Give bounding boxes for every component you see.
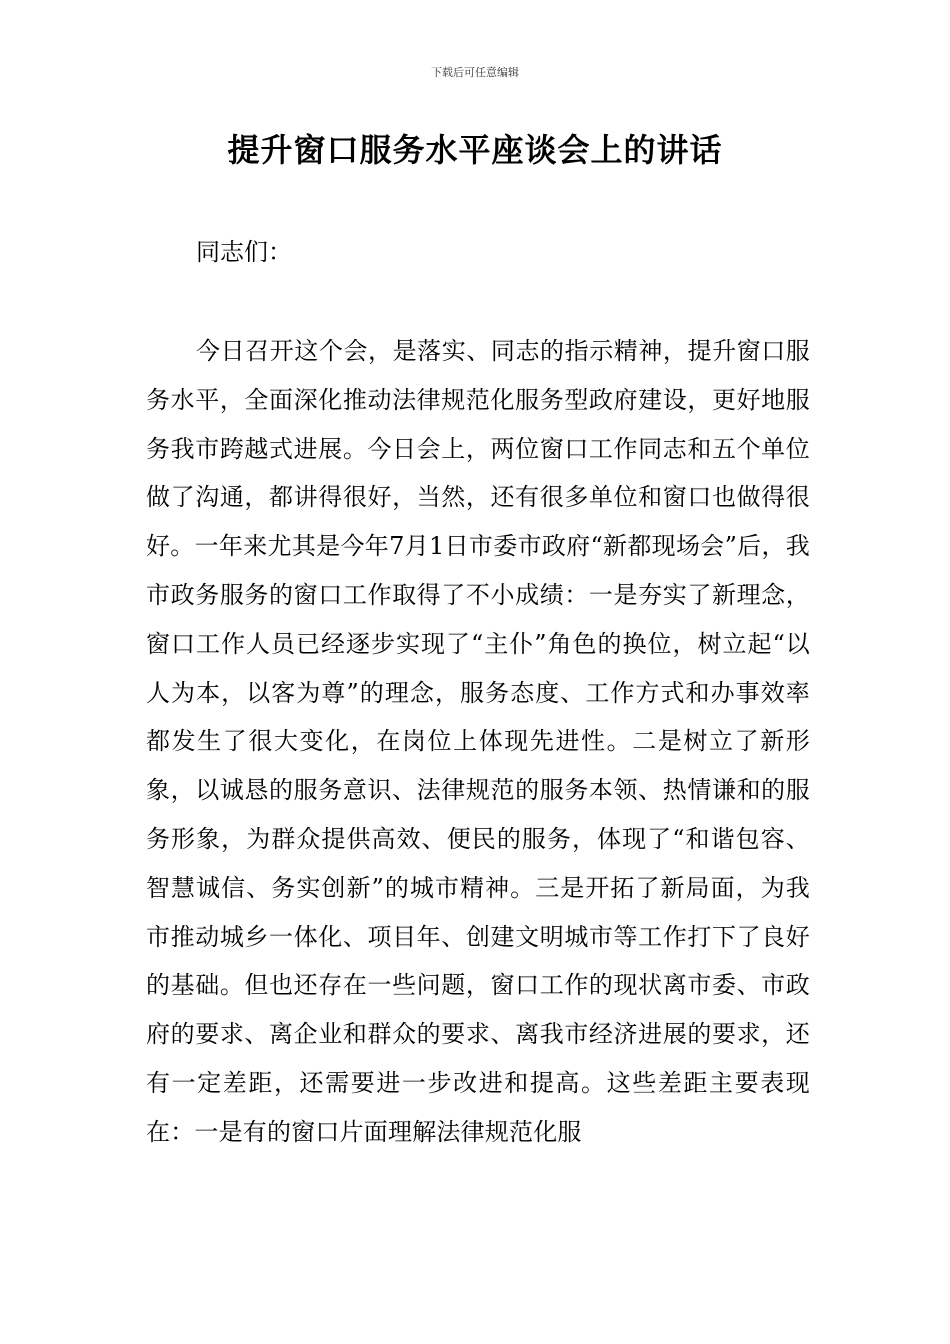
header-note: 下载后可任意编辑 <box>431 66 519 79</box>
body-paragraph: 今日召开这个会，是落实、同志的指示精神，提升窗口服务水平，全面深化推动法律规范化服务型政府建设，更好地服务我市跨越式进展。今日会上，两位窗口工作同志和五个单位做了沟通，都讲得很好，当然，还有很多单位和窗口也做得很好。一年来尤其是今年7月1日市委市政府“新都现场会”后，我市政务服务的窗口工作取得了不小成绩：一是夯实了新理念，窗口工作人员已经逐步实现了“主仆”角色的换位，树立起“以人为本，以客为尊”的理念，服务态度、工作方式和办事效率都发生了很大变化，在岗位上体现先进性。二是树立了新形象，以诚恳的服务意识、法律规范的服务本领、热情谦和的服务形象，为群众提供高效、便民的服务，体现了“和谐包容、智慧诚信、务实创新”的城市精神。三是开拓了新局面，为我市推动城乡一体化、项目年、创建文明城市等工作打下了良好的基础。但也还存在一些问题，窗口工作的现状离市委、市政府的要求、离企业和群众的要求、离我市经济进展的要求，还有一定差距，还需要进一步改进和提高。这些差距主要表现在：一是有的窗口片面理解法律规范化服 <box>146 337 810 1146</box>
salutation: 同志们： <box>196 238 292 266</box>
document-title: 提升窗口服务水平座谈会上的讲话 <box>227 131 723 169</box>
